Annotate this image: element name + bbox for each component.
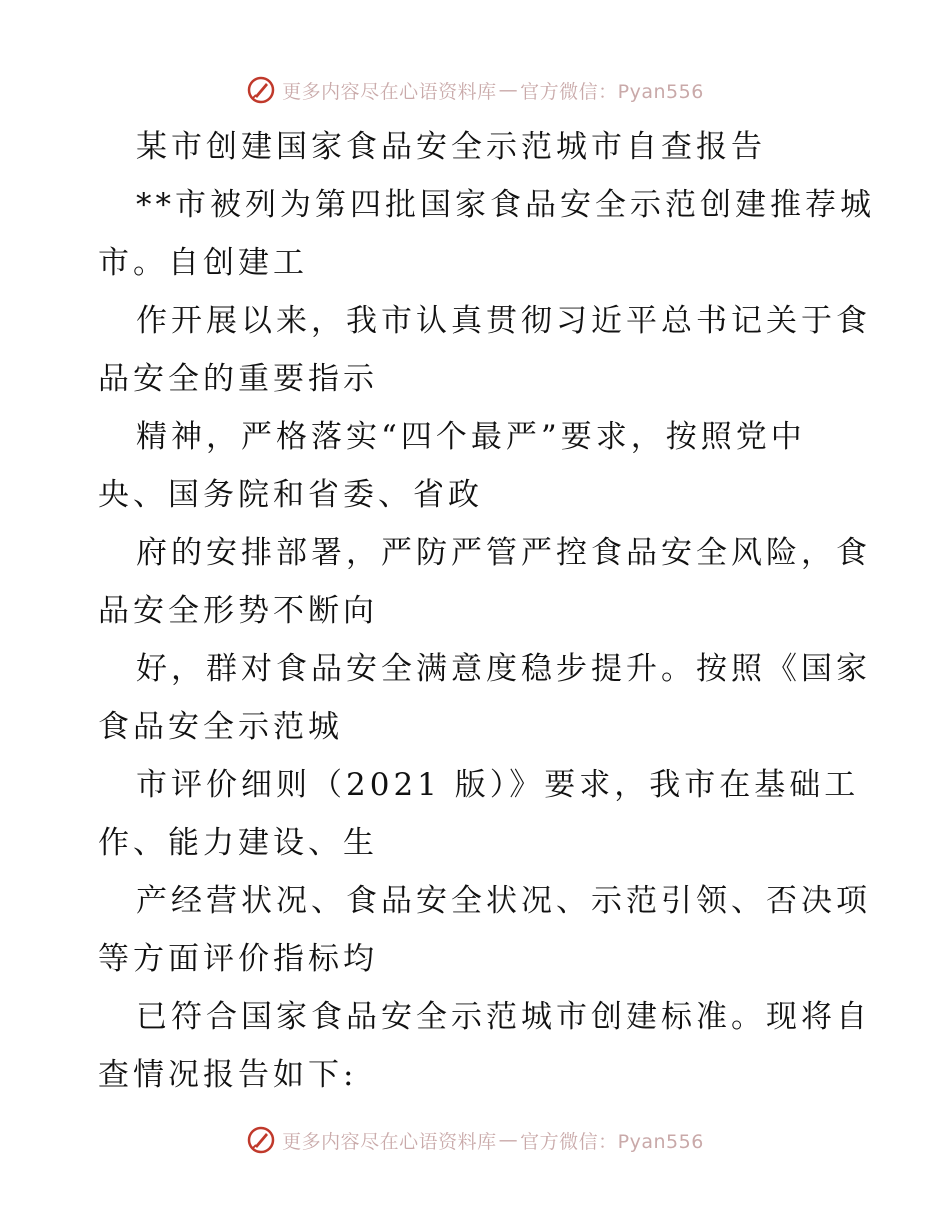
- text-line: 精神，严格落实“四个最严”要求，按照党中: [136, 419, 806, 455]
- text-line: 等方面评价指标均: [98, 941, 378, 977]
- text-line: 品安全形势不断向: [98, 593, 378, 629]
- text-line: 央、国务院和省委、省政: [98, 477, 483, 513]
- text-line: **市被列为第四批国家食品安全示范创建推荐城: [136, 187, 875, 223]
- document-title: 某市创建国家食品安全示范城市自查报告: [136, 129, 766, 165]
- quill-logo-icon: [246, 75, 276, 105]
- text-line: 食品安全示范城: [98, 709, 343, 745]
- text-line: 府的安排部署，严防严管严控食品安全风险，食: [136, 535, 871, 571]
- text-line: 产经营状况、食品安全状况、示范引领、否决项: [136, 883, 871, 919]
- text-line: 市。自创建工: [98, 245, 308, 281]
- text-line: 查情况报告如下:: [98, 1057, 358, 1093]
- quill-logo-icon: [246, 1125, 276, 1155]
- watermark-separator: —: [498, 1129, 519, 1151]
- watermark-contact: 官方微信：Pyan556: [520, 1130, 704, 1153]
- footer-watermark: [0, 1120, 950, 1160]
- watermark-contact: 官方微信：Pyan556: [520, 80, 704, 103]
- text-line: 作开展以来，我市认真贯彻习近平总书记关于食: [136, 303, 871, 339]
- text-line: 已符合国家食品安全示范城市创建标准。现将自: [136, 999, 871, 1035]
- text-line: 市评价细则（2021 版）》要求，我市在基础工: [136, 767, 860, 803]
- document-body: [98, 118, 875, 1104]
- watermark-separator: —: [498, 79, 519, 101]
- watermark-brand: 更多内容尽在心语资料库: [282, 1130, 497, 1153]
- text-line: 好，群对食品安全满意度稳步提升。按照《国家: [136, 651, 871, 687]
- watermark-brand: 更多内容尽在心语资料库: [282, 80, 497, 103]
- text-line: 作、能力建设、生: [98, 825, 378, 861]
- header-watermark: [0, 70, 950, 110]
- text-line: 品安全的重要指示: [98, 361, 378, 397]
